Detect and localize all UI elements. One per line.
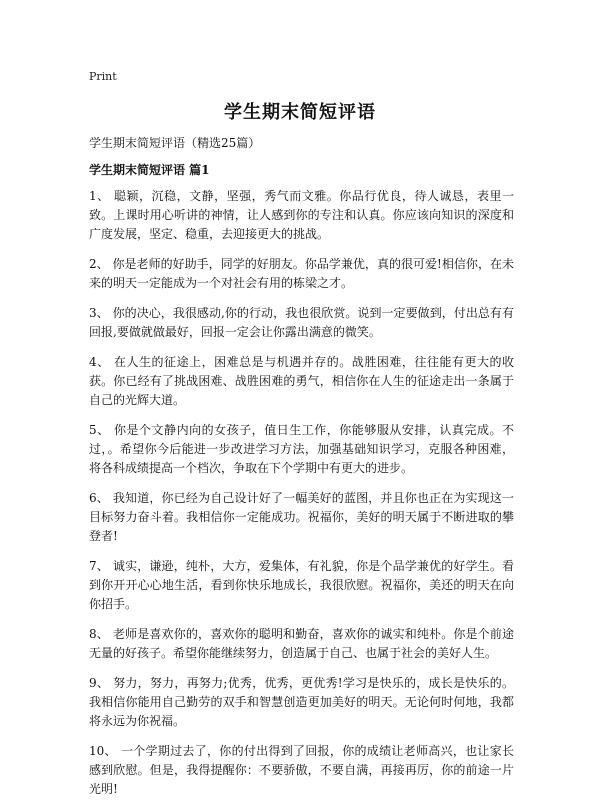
comment-item: 7、 诚实，谦逊，纯朴，大方，爱集体，有礼貌，你是个品学兼优的好学生。看到你开开心心地生活，看到你快乐地成长，我很欣慰。祝福你，美还的明天在向你招手。 [89,559,514,611]
comment-item: 2、 你是老师的好助手，同学的好朋友。你品学兼优，真的很可爱!相信你，在未来的明天一定能成为一个对社会有用的栋梁之才。 [89,257,514,290]
section-heading: 学生期末简短评语 篇1 [89,163,210,177]
comment-item: 9、 努力，努力，再努力;优秀，优秀，更优秀!学习是快乐的，成长是快乐的。我相信你能用自己勤劳的双手和智慧创造更加美好的明天。无论何时何地，我都将永远为你祝福。 [89,676,514,728]
comment-item: 5、 你是个文静内向的女孩子，值日生工作，你能够服从安排，认真完成。不过，。希望你今后能进一步改进学习方法，加强基础知识学习，克服各种困难，将各科成绩提高一个档次，争取在下个学期中有更大的进步。 [89,423,514,475]
document-subtitle: 学生期末简短评语（精选25篇） [89,136,261,150]
comment-item: 10、 一个学期过去了，你的付出得到了回报，你的成绩让老师高兴，也让家长感到欣慰。但是，我得提醒你：不要骄傲，不要自满，再接再厉，你的前途一片光明! [89,744,514,796]
comment-item: 8、 老师是喜欢你的，喜欢你的聪明和勤奋，喜欢你的诚实和纯朴。你是个前途无量的好孩子。希望你能继续努力，创造属于自己、也属于社会的美好人生。 [89,627,514,660]
comment-item: 1、 聪颖，沉稳，文静，坚强，秀气而文雅。你品行优良，待人诚恳，表里一致。上课时用心听讲的神情，让人感到你的专注和认真。你应该向知识的深度和广度发展，坚定、稳重，去迎接更大的挑战。 [89,189,514,241]
comment-list [89,187,514,810]
page-title: 学生期末简短评语 [224,102,376,123]
comment-item: 6、 我知道，你已经为自己设计好了一幅美好的蓝图，并且你也正在为实现这一目标努力奋斗着。我相信你一定能成功。祝福你，美好的明天属于不断进取的攀登者! [89,491,514,543]
comment-item: 4、 在人生的征途上，困难总是与机遇并存的。战胜困难，往往能有更大的收获。你已经有了挑战困难、战胜困难的勇气，相信你在人生的征途走出一条属于自己的光辉大道。 [89,355,514,407]
print-label: Print [89,70,117,83]
comment-item: 3、 你的决心，我很感动,你的行动，我也很欣赏。说到一定要做到，付出总有有回报,要做就做最好，回报一定会让你露出满意的微笑。 [89,306,514,339]
